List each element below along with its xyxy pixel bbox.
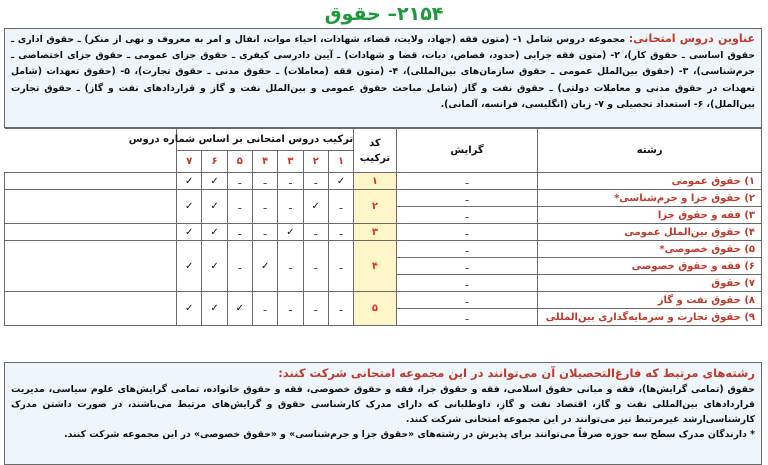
dash-mark: ـ	[328, 292, 353, 326]
major-label: حقوق تجارت و سرمایه‌گذاری بین‌المللی	[545, 311, 741, 323]
major-label: حقوق	[711, 277, 741, 289]
check-mark-icon: ✓	[177, 292, 202, 326]
major-label: حقوق عمومی	[671, 175, 741, 187]
major-number: ۴)	[744, 226, 755, 238]
table-row	[5, 241, 762, 258]
exam-subjects-text: مجموعه دروس شامل ۱- (متون فقه (جهاد، ولایت، قضاء، شهادات، احیاء موات، انفال و امر به معروف و نهی از منکر) ـ حقوق اداری ـ حقوق اساسی ـ حقوق کار)، ۲- (متون فقه جزایی (حدود، قصاص، دیات، قضا و شهادات) ـ آیین دادرسی کیفری ـ حقوق جزای عمومی ـ حقوق جزای اختصاصی ـ جرم‌شناسی)، ۳- (حقوق بین‌الملل عمومی ـ حقوق سازمان‌های بین‌المللی)، ۴- (متون فقه (معاملات) ـ حقوق مدنی ـ حقوق تجارت)، ۵- (حقوق تعهدات (شامل تعهدات در حقوق مدنی و معاملات دولتی) ـ حقوق نفت و گاز (شامل مباحث حقوق عمومی و بین‌الملل نفت و گاز و قراردادهای نفت و گاز) ـ حقوق تجارت بین‌الملل)، ۶- استعداد تحصیلی و ۷- زبان (انگلیسی، فرانسه، آلمانی).	[11, 34, 756, 110]
dash-mark: ـ	[278, 292, 303, 326]
major-name	[538, 224, 762, 241]
major-label: حقوق خصوصی*	[659, 243, 741, 255]
major-number: ۳)	[744, 209, 755, 221]
check-mark-icon: ✓	[177, 241, 202, 292]
combination-code: ۱	[354, 173, 397, 190]
check-mark-icon: ✓	[303, 190, 328, 224]
major-label: حقوق نفت و گاز	[657, 294, 741, 306]
header-code: کد ترکیب	[354, 129, 397, 173]
major-number: ۹)	[744, 311, 755, 323]
table-row	[5, 224, 762, 241]
dash-mark: ـ	[227, 173, 252, 190]
related-fields-text: حقوق (تمامی گرایش‌ها)، فقه و مبانی حقوق اسلامی، فقه و حقوق جزا، فقه و حقوق خصوصی، فقه و حقوق خانواده، تمامی گرایش‌های علوم سیاسی، مدیریت قراردادهای بین‌المللی نفت و گاز، اقتصاد نفت و گاز، داوطلبانی که دارای مدرک کارشناسی حقوق و گرایش‌های مرتبط می‌باشند، در صورت داشتن مدرک کارشناسی‌ارشد غیرمرتبط نیز می‌توانند در این مجموعه امتحانی شرکت کنند.	[11, 384, 755, 425]
check-mark-icon: ✓	[202, 224, 227, 241]
related-fields-heading: رشته‌های مرتبط که فارغ‌التحصیلان آن می‌توانند در این مجموعه امتحانی شرکت کنند:	[278, 366, 755, 380]
field-value: ـ	[396, 224, 538, 241]
course-number-7: ۷	[177, 151, 202, 173]
dash-mark: ـ	[227, 224, 252, 241]
blank-cell	[5, 173, 177, 190]
dash-mark: ـ	[303, 292, 328, 326]
major-name	[538, 207, 762, 224]
major-number: ۷)	[744, 277, 755, 289]
major-name	[538, 292, 762, 309]
major-number: ۸)	[744, 294, 755, 306]
dash-mark: ـ	[227, 241, 252, 292]
check-mark-icon: ✓	[177, 224, 202, 241]
major-label: فقه و حقوق خصوصی	[631, 260, 741, 272]
field-value: ـ	[396, 173, 538, 190]
check-mark-icon: ✓	[202, 190, 227, 224]
field-value: ـ	[396, 258, 538, 275]
check-mark-icon: ✓	[278, 224, 303, 241]
major-label: حقوق بین‌الملل عمومی	[624, 226, 741, 238]
major-name	[538, 309, 762, 326]
course-number-5: ۵	[227, 151, 252, 173]
major-number: ۶)	[744, 260, 755, 272]
dash-mark: ـ	[253, 173, 278, 190]
dash-mark: ـ	[278, 173, 303, 190]
blank-cell	[5, 292, 177, 326]
combination-code: ۴	[354, 241, 397, 292]
dash-mark: ـ	[253, 190, 278, 224]
dash-mark: ـ	[253, 224, 278, 241]
major-name	[538, 258, 762, 275]
check-mark-icon: ✓	[227, 292, 252, 326]
combination-code: ۲	[354, 190, 397, 224]
major-number: ۵)	[744, 243, 755, 255]
course-number-6: ۶	[202, 151, 227, 173]
check-mark-icon: ✓	[253, 241, 278, 292]
major-number: ۱)	[744, 175, 755, 187]
field-value: ـ	[396, 190, 538, 207]
dash-mark: ـ	[278, 190, 303, 224]
major-name	[538, 190, 762, 207]
blank-cell	[5, 190, 177, 224]
check-mark-icon: ✓	[202, 241, 227, 292]
combination-code: ۵	[354, 292, 397, 326]
dash-mark: ـ	[227, 190, 252, 224]
major-label: فقه و حقوق جزا	[657, 209, 741, 221]
course-number-3: ۳	[278, 151, 303, 173]
check-mark-icon: ✓	[177, 190, 202, 224]
table-row	[5, 173, 762, 190]
dash-mark: ـ	[303, 224, 328, 241]
table-row	[5, 292, 762, 309]
exam-subjects-label: عناوین دروس امتحانی:	[628, 32, 755, 45]
combination-table	[4, 128, 762, 326]
header-field: گرایش	[396, 129, 538, 173]
check-mark-icon: ✓	[328, 173, 353, 190]
dash-mark: ـ	[328, 241, 353, 292]
major-label: حقوق جزا و جرم‌شناسی*	[614, 192, 741, 204]
dash-mark: ـ	[303, 241, 328, 292]
check-mark-icon: ✓	[202, 292, 227, 326]
major-name	[538, 241, 762, 258]
blank-cell	[5, 224, 177, 241]
table-row	[5, 190, 762, 207]
header-major: رشته	[538, 129, 762, 173]
course-number-4: ۴	[253, 151, 278, 173]
dash-mark: ـ	[328, 190, 353, 224]
page-title: ۲۱۵۴– حقوق	[324, 3, 444, 25]
field-value: ـ	[396, 275, 538, 292]
course-number-1: ۱	[328, 151, 353, 173]
field-value: ـ	[396, 309, 538, 326]
footnote: * دارندگان مدرک سطح سه حوزه صرفاً می‌توانند برای پذیرش در رشته‌های «حقوق جزا و جرم‌شناسی» و «حقوق خصوصی» در این مجموعه شرکت کنند.	[64, 429, 755, 440]
dash-mark: ـ	[303, 173, 328, 190]
major-name	[538, 275, 762, 292]
field-value: ـ	[396, 292, 538, 309]
dash-mark: ـ	[278, 241, 303, 292]
related-fields-box	[4, 362, 762, 465]
field-value: ـ	[396, 241, 538, 258]
check-mark-icon: ✓	[202, 173, 227, 190]
blank-cell	[5, 241, 177, 292]
dash-mark: ـ	[328, 224, 353, 241]
field-value: ـ	[396, 207, 538, 224]
major-number: ۲)	[744, 192, 755, 204]
check-mark-icon: ✓	[177, 173, 202, 190]
course-number-2: ۲	[303, 151, 328, 173]
exam-subjects-box	[4, 28, 762, 128]
header-combination: ترکیب دروس امتحانی بر اساس شماره دروس	[177, 129, 354, 151]
dash-mark: ـ	[253, 292, 278, 326]
major-name	[538, 173, 762, 190]
combination-code: ۳	[354, 224, 397, 241]
